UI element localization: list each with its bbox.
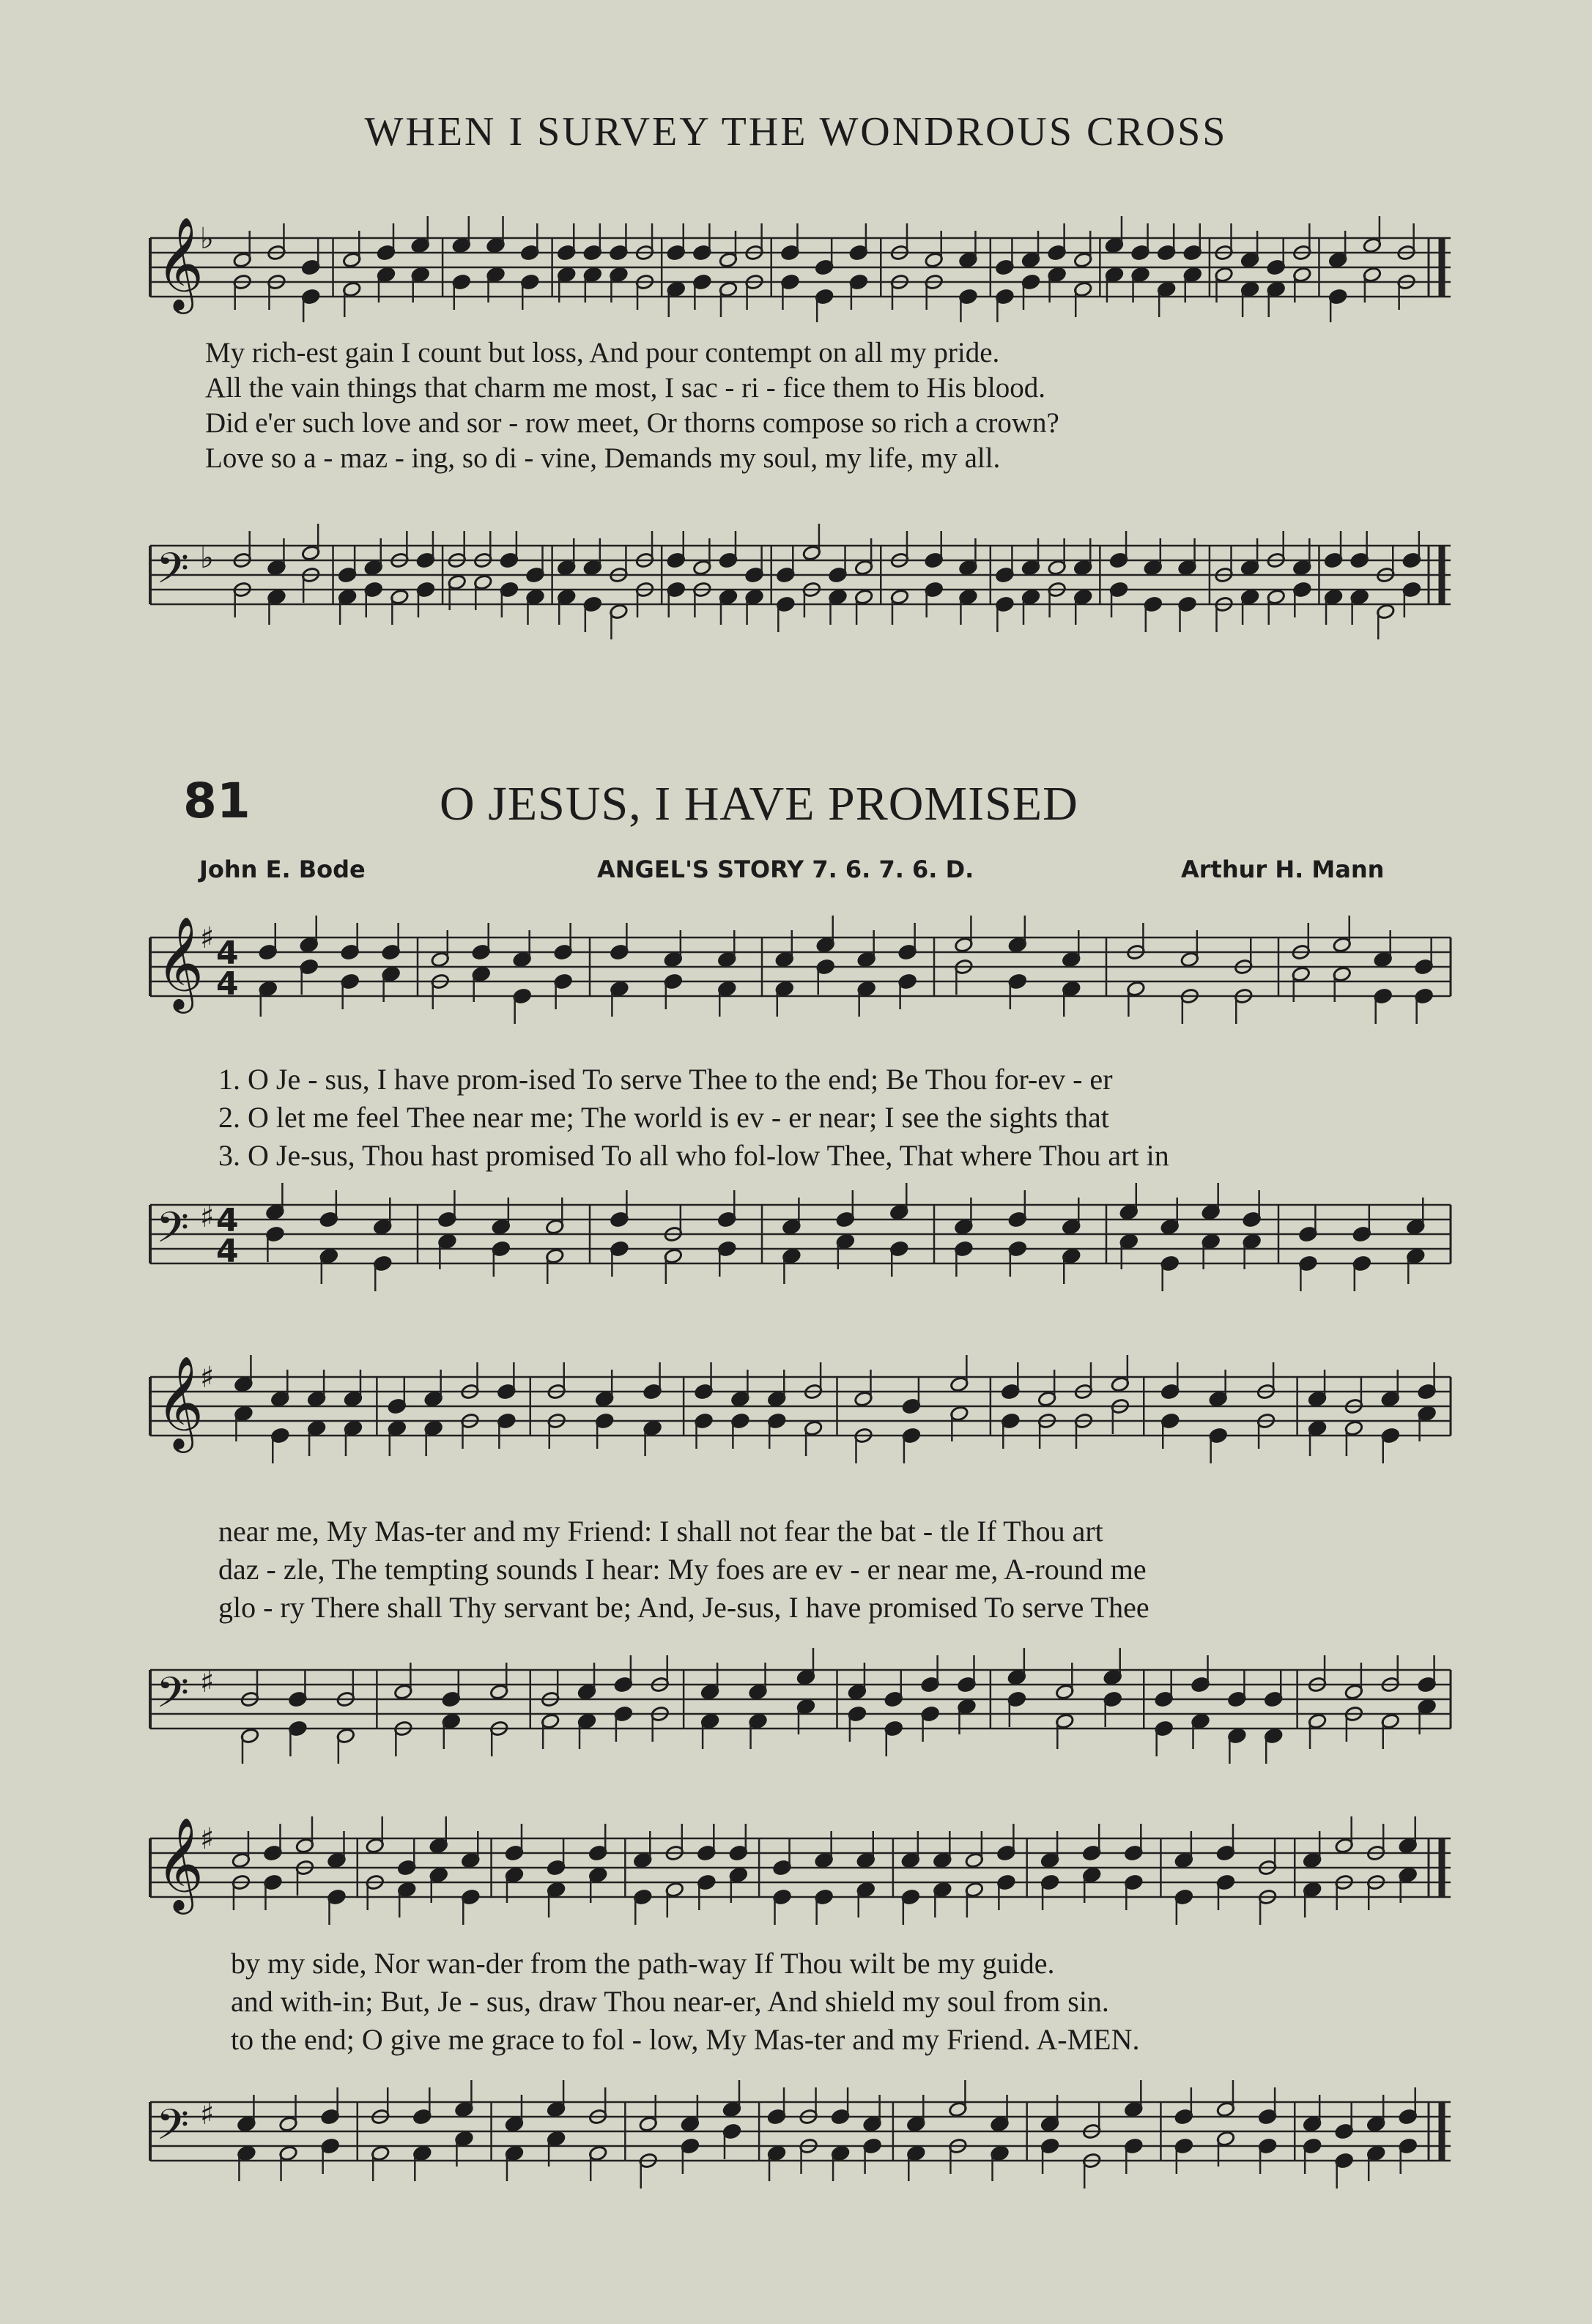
key-signature-icon: ♯ [200,1361,215,1395]
treble-staff-system-2 [143,1340,1458,1472]
tune-name: ANGEL'S STORY 7. 6. 7. 6. D. [597,855,974,883]
key-signature-icon: ♭ [200,222,214,256]
bass-clef-icon: 𝄢 [156,1668,190,1728]
treble-staff-prev [143,212,1458,322]
treble-staff-system-1 [143,908,1458,1025]
system-1-lyrics [218,1061,1169,1175]
lyricist-credit: John E. Bode [199,855,366,883]
time-signature-icon: 4 [216,1202,239,1239]
bass-clef-icon: 𝄢 [156,543,190,604]
time-signature-icon: 4 [216,965,239,1003]
lyric-line: glo - ry There shall Thy servant be; And, Je-sus, I have promised To serve Thee [218,1591,1149,1624]
lyric-line: daz - zle, The tempting sounds I hear: My foes are ev - er near me, A-round me [218,1553,1147,1586]
treble-clef-icon: 𝄞 [156,916,204,1009]
key-signature-icon: ♯ [200,2098,215,2131]
system-2-lyrics [218,1512,1149,1627]
bass-staff-system-3 [143,2065,1458,2197]
hymn-title: O JESUS, I HAVE PROMISED [440,777,1078,831]
previous-hymn-lyrics [205,335,1059,476]
lyric-line: and with-in; But, Je - sus, draw Thou near-er, And shield my soul from sin. [231,1985,1109,2018]
lyric-line: Love so a - maz - ing, so di - vine, Demands my soul, my life, my all. [205,442,1001,474]
bass-staff-system-1 [143,1172,1458,1296]
hymn-number: 81 [183,773,251,829]
treble-clef-icon: 𝄞 [156,1355,204,1449]
bass-staff-system-2 [143,1633,1458,1765]
bass-clef-icon: 𝄢 [156,2100,190,2160]
key-signature-icon: ♯ [200,921,215,955]
system-3-lyrics [231,1945,1139,2059]
lyric-line: 3. O Je-sus, Thou hast promised To all who fol-low Thee, That where Thou art in [218,1139,1169,1172]
treble-clef-icon: 𝄞 [156,1816,204,1910]
time-signature-icon: 4 [216,935,239,972]
lyric-line: near me, My Mas-ter and my Friend: I shall not fear the bat - tle If Thou art [218,1515,1103,1548]
treble-staff-system-3 [143,1802,1458,1934]
treble-clef-icon: 𝄞 [156,216,204,310]
key-signature-icon: ♭ [200,541,214,575]
lyric-line: 2. O let me feel Thee near me; The world is ev - er near; I see the sights that [218,1101,1109,1134]
bass-clef-icon: 𝄢 [156,1203,190,1263]
lyric-line: All the vain things that charm me most, I sac - ri - fice them to His blood. [205,372,1045,404]
previous-hymn-title: WHEN I SURVEY THE WONDROUS CROSS [364,109,1228,155]
composer-credit: Arthur H. Mann [1181,855,1385,883]
time-signature-icon: 4 [216,1233,239,1270]
lyric-line: Did e'er such love and sor - row meet, Or thorns compose so rich a crown? [205,407,1059,439]
key-signature-icon: ♯ [200,1666,215,1699]
bass-staff-prev [143,505,1458,645]
lyric-line: to the end; O give me grace to fol - low, My Mas-ter and my Friend. A-MEN. [231,2023,1140,2056]
key-signature-icon: ♯ [200,1822,215,1856]
lyric-line: by my side, Nor wan-der from the path-way If Thou wilt be my guide. [231,1947,1055,1980]
lyric-line: My rich-est gain I count but loss, And pour contempt on all my pride. [205,337,1000,368]
key-signature-icon: ♯ [200,1200,215,1234]
lyric-line: 1. O Je - sus, I have prom-ised To serve Thee to the end; Be Thou for-ev - er [218,1063,1113,1096]
